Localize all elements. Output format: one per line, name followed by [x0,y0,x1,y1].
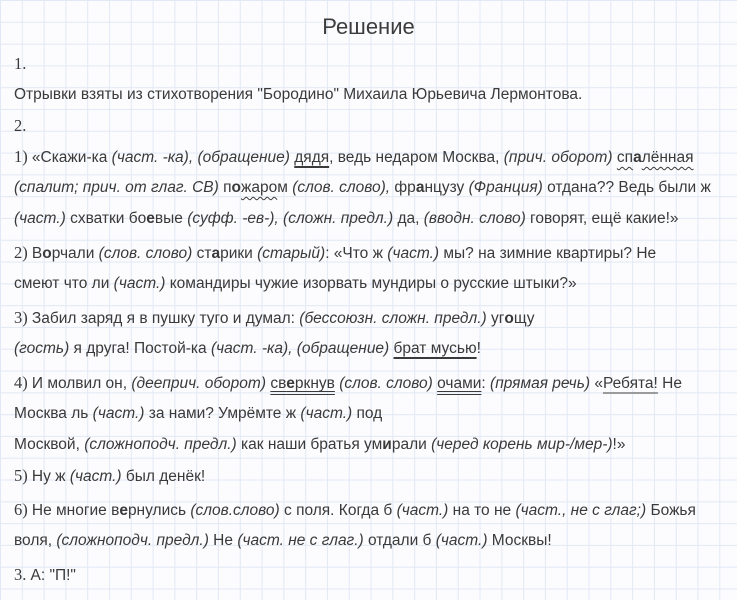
text-run: щу [513,310,535,327]
text-run: (част.) [113,275,166,292]
text-run: лённая [641,149,694,166]
text-run: отдана?? Ведь были ж [542,179,711,196]
text-line [14,429,737,460]
page-title: Решение [322,14,415,39]
text-run: (слов.слово) [190,502,280,519]
text-run: за нами? Умрёмте ж [144,405,301,422]
text-run: е [146,210,155,227]
text-run: (част.) [14,210,66,227]
text-run: : «Что ж [325,245,388,262]
text-run: отдали б [363,532,436,549]
text-run: (част. -ка), (обращение) [111,149,295,166]
text-run: рали [391,436,432,453]
text-run: (сложноподч. предл.) [84,436,237,453]
text-run: фр [390,179,416,196]
text-line [14,110,737,141]
text-run: о [42,245,52,262]
text-run: а [211,245,221,262]
text-line [14,494,737,525]
text-run: Не [208,532,238,549]
text-line [14,141,737,172]
text-run: св [270,375,287,392]
text-run: Забил заряд я в пушку туго и думал: [31,310,300,327]
text-run: (слов. слово), [292,179,391,196]
text-run: о [504,310,514,327]
text-run: (сложн. предл.) [283,210,394,227]
text-run: и [382,436,392,453]
text-run: нцузу [424,179,469,196]
text-run: (част., не с глаг;) [515,502,647,519]
text-line [14,460,737,491]
text-run: а [633,149,642,166]
text-run: воля, [14,532,57,549]
text-run: да, [393,210,424,227]
text-run: (част.) [92,405,145,422]
text-run: (бессоюзн. сложн. предл.) [299,310,487,327]
text-run: был денёк! [121,468,206,485]
text-run: ст [192,245,212,262]
text-run: « [590,375,603,392]
text-run: (част. не с глаг.) [237,532,364,549]
text-run: смеют что ли [14,275,114,292]
text-run: (прямая речь) [490,375,591,392]
text-line [14,268,737,299]
text-run: п [223,179,232,196]
text-line [14,398,737,429]
text-run: (част.) [69,468,122,485]
text-run: я друга! Постой-ка [69,340,211,357]
text-run: Москвы! [487,532,552,549]
text-run: как наши братья ум [236,436,383,453]
text-run: (част. -ка), (обращение) [210,340,390,357]
text-run: 3. [14,565,31,584]
text-run: (спалит; прич. от глаг. СВ) [14,179,224,196]
text-run: (старый) [257,245,326,262]
text-run: Москва ль [14,405,93,422]
text-run: 4) [14,373,32,392]
text-run: под [352,405,383,422]
text-run: (част.) [387,245,440,262]
text-run: (гость) [14,340,70,357]
text-run: Не [657,375,682,392]
text-line [14,559,737,590]
text-run: (черед корень мир-/мер-) [431,436,613,453]
text-run: (част.) [300,405,353,422]
text-line [14,367,737,398]
text-run: вые [154,210,188,227]
text-run: !» [612,436,626,453]
text-run: рики [220,245,258,262]
text-run: на то не [448,502,516,519]
text-run: Ну ж [31,468,70,485]
text-run: 2. [14,116,27,135]
text-run: (прич. оборот) [503,149,617,166]
text-run: ркнув [294,375,335,392]
text-run: (дееприч. оборот) [131,375,266,392]
text-line [14,525,737,556]
text-run: : [481,375,491,392]
text-line [14,237,737,268]
text-run: м [277,179,293,196]
text-line [14,172,737,203]
text-line [14,203,737,234]
text-run: 1. [14,54,27,73]
text-run: 1) [14,147,32,166]
text-run: (суфф. -ев-), [187,210,279,227]
text-run: рчали [51,245,99,262]
text-line [14,48,737,79]
text-run: брат мусью [393,340,477,357]
text-run: (част.) [435,532,488,549]
solution-text [14,48,737,590]
text-run: Ребята! [602,375,658,392]
text-run: 5) [14,466,32,485]
text-run: ! [476,340,481,357]
text-run: е [286,375,295,392]
text-run: Не многие в [31,502,120,519]
text-run: В [31,245,43,262]
text-run: схватки бо [65,210,147,227]
text-run: (сложноподч. предл.) [56,532,209,549]
text-run: рнулись [127,502,191,519]
text-run: е [119,502,128,519]
text-run: , ведь недаром Москва, [329,149,504,166]
text-run: Отрывки взяты из стихотворения "Бородино" Михаила Юрьевича Лермонтова. [14,86,583,103]
text-run: дядя [294,149,330,166]
text-run: 3) [14,308,32,327]
text-run: (Франция) [468,179,543,196]
text-run: 6) [14,500,32,519]
text-run: А: "П!" [30,567,76,584]
text-run: о [231,179,241,196]
text-run: жаро [240,179,278,196]
text-run: (слов. слово) [339,375,433,392]
text-line [14,79,737,110]
text-run: уг [486,310,505,327]
text-run: Божья [646,502,696,519]
text-run: И молвил он, [31,375,132,392]
text-run: командиры чужие изорвать мундиры о русские штыки?» [165,275,577,292]
text-run: (част.) [396,502,449,519]
text-run: говорят, ещё какие!» [525,210,679,227]
text-run: (слов. слово) [98,245,193,262]
text-run: очами [437,375,482,392]
text-run: сп [616,149,634,166]
text-run: мы? на зимние квартиры? Не [439,245,657,262]
text-line [14,302,737,333]
text-run: (вводн. слово) [423,210,526,227]
text-run: а [415,179,425,196]
text-run: Москвой, [14,436,85,453]
text-run: 2) [14,243,32,262]
text-run: «Скажи-ка [31,149,112,166]
text-run: с поля. Когда б [279,502,397,519]
text-line [14,333,737,364]
